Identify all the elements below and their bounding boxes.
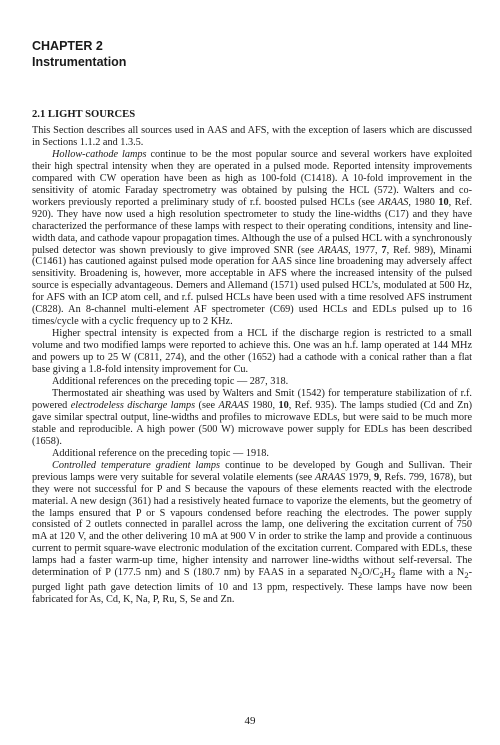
italic-term: electrodeless discharge lamps: [70, 399, 196, 411]
paragraph-controlled-temperature-lamps: [32, 460, 472, 606]
italic-citation: ARAAS: [317, 244, 349, 256]
subscript: 2: [391, 570, 396, 581]
subscript: 2: [357, 570, 363, 581]
text-run: Additional references on the preceding topic — 287, 318.: [52, 376, 289, 388]
text-run: Thermostated air sheathing was used by Walters and Smit (1542) for temperature stabilization of r.f. powered: [32, 387, 472, 411]
paragraph-hollow-cathode-lamps: [32, 149, 472, 328]
text-run: continue to be developed by Gough and Sullivan. Their previous lamps were very suitable for several volatile elements (see: [32, 459, 472, 483]
text-run: This Section describes all sources used in AAS and AFS, with the exception of lasers which are discussed in Sections 1.1.2 and 1.3.5.: [32, 125, 472, 148]
italic-citation: ARAAS: [378, 196, 409, 208]
text-run: , 1980: [408, 196, 439, 208]
text-run: H: [383, 567, 391, 579]
body-text: [32, 125, 472, 606]
text-run: -purged light path gave detection limits of 10 and 13 ppm, respectively. These lamps have now been fabricated for As, Cd, K, Na, P, Ru, S, Se and Zn.: [32, 567, 472, 606]
bold-volume: 10: [278, 399, 289, 411]
text-run: Higher spectral intensity is expected from a HCL if the discharge region is restricted to a small volume and two modified lamps were reported to achieve this. One was an h.f. lamp operated at 144 MHz and powers up to 25 W (C811, 274), and the other (1652) had a cathode with a conical rather than a flat base giving a 1.8-fold intensity improvement for Cu.: [32, 328, 472, 376]
bold-volume: 7: [381, 244, 387, 256]
italic-term: Controlled temperature gradient lamps: [52, 459, 221, 471]
text-run: , Ref. 920). They have now used a high resolution spectrometer to study the line-widths (C17) and they have characterized the performance of these lamps with respect to their operating conditions, intensity and line-width data, and cathode vapour propagation times. Although the use of a pulsed HCL with a synchronously pulsed detector was shown previously to give improved SNR (see: [32, 196, 473, 256]
text-run: continue to be the most popular source and several workers have exploited their high spectral intensity when they are operated in a pulsed mode. Reported intensity improvements compared with CW operation have been as high as 100-fold (C1418). A 10-fold improvement in the sensitivity of atomic Faraday spectrometry was obtained by pulsing the HCL (572). Walters and co-workers previously reported a preliminary study of r.f. boosted pulsed HCLs (see: [32, 148, 472, 208]
bold-volume: 10: [438, 196, 449, 208]
italic-citation: ARAAS: [315, 471, 346, 483]
chapter-title: Instrumentation: [32, 55, 127, 69]
paragraph-additional-reference: [32, 448, 472, 460]
text-run: , 1977,: [348, 244, 382, 256]
paragraph-intro: [32, 125, 472, 149]
text-run: 1979,: [345, 471, 374, 483]
chapter-number: CHAPTER 2: [32, 39, 103, 53]
text-run: flame with a N: [395, 567, 465, 579]
bold-volume: 9: [374, 471, 380, 483]
paragraph-electrodeless-discharge-lamps: [32, 388, 472, 448]
subscript: 2: [379, 570, 384, 581]
paragraph-spectral-intensity: [32, 328, 472, 376]
italic-citation: ARAAS: [218, 399, 249, 411]
italic-term: Hollow-cathode lamps: [52, 148, 147, 160]
text-run: , Refs. 799, 1678), but they were not successful for P and S because the vapours of these elements reacted with the electrode material. A new design (361) had a resistively heated furnace to vaporize the elements, but the geometry of the lamps ensured that P or S vapours condensed before reaching the electrodes. The power supply consisted of 2 outlets connected in parallel across the lamp, one delivering the excitation current of 750 mA at 120 V, and the other delivering 10 mA at 900 V in order to strike the lamp and provide a continuous current to permit square-wave electronic modulation of the excitation current. Compared with EDLs, these lamps had a faster warm-up time, higher intensity and narrower line-widths without self-reversal. The determination of P (177.5 nm) and S (180.7 nm) by FAAS in a separated N: [32, 471, 472, 579]
document-page: [32, 38, 472, 606]
page-number: 49: [244, 715, 256, 727]
text-run: (see: [195, 399, 219, 411]
paragraph-additional-references: [32, 376, 472, 388]
text-run: Additional reference on the preceding topic — 1918.: [52, 447, 269, 459]
text-run: O/C: [362, 567, 380, 579]
text-run: , Ref. 935). The lamps studied (Cd and Zn) gave similar spectral output, line-widths and profiles to microwave EDLs, but were said to be much more stable and reproducible. A high power (500 W) microwave power supply for EDLs has been described (1658).: [32, 399, 472, 447]
subscript: 2: [464, 570, 469, 581]
text-run: , Ref. 989), Minami (C1461) has cautioned against pulsed mode operation for AAS since line broadening may adversely affect sensitivity. Broadening is, however, more acceptable in AFS where the increased intensity of the pulsed source is especially advantageous. Demers and Allemand (1571) used pulsed HCL’s, modulated at 500 Hz, for AFS with an ICP atom cell, and r.f. pulsed HCLs have been used with a time resolved AFS instrument (C828). An 8-channel multi-element AF spectrometer (C69) used HCLs and EDLs pulsed up to 16 times/cycle with a cyclic frequency up to 2 KHz.: [32, 244, 473, 328]
text-run: 1980,: [248, 399, 279, 411]
section-heading: 2.1 LIGHT SOURCES: [32, 109, 136, 120]
